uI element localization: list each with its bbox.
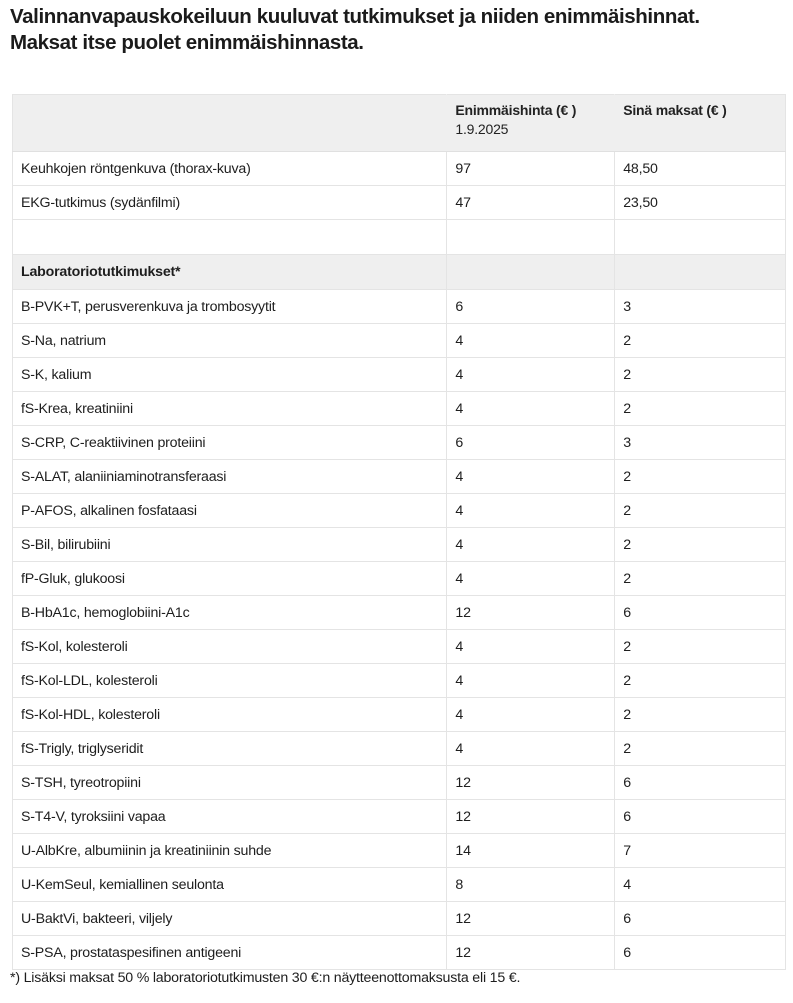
spacer-cell bbox=[13, 220, 447, 255]
max-price: 12 bbox=[447, 766, 615, 800]
test-name: S-ALAT, alaniiniaminotransferaasi bbox=[13, 460, 447, 494]
max-price: 4 bbox=[447, 392, 615, 426]
max-price-header-date: 1.9.2025 bbox=[455, 121, 509, 137]
you-pay: 2 bbox=[615, 732, 786, 766]
you-pay: 2 bbox=[615, 698, 786, 732]
test-name: Keuhkojen röntgenkuva (thorax-kuva) bbox=[13, 152, 447, 186]
spacer-row bbox=[13, 220, 786, 255]
table-row bbox=[13, 562, 786, 596]
table-row bbox=[13, 630, 786, 664]
test-name: S-CRP, C-reaktiivinen proteiini bbox=[13, 426, 447, 460]
max-price: 4 bbox=[447, 562, 615, 596]
max-price: 6 bbox=[447, 426, 615, 460]
test-name: U-BaktVi, bakteeri, viljely bbox=[13, 902, 447, 936]
test-name: fS-Kol, kolesteroli bbox=[13, 630, 447, 664]
test-name: fS-Trigly, triglyseridit bbox=[13, 732, 447, 766]
test-name: B-PVK+T, perusverenkuva ja trombosyytit bbox=[13, 290, 447, 324]
max-price: 12 bbox=[447, 596, 615, 630]
max-price: 4 bbox=[447, 528, 615, 562]
table-row bbox=[13, 698, 786, 732]
max-price: 4 bbox=[447, 324, 615, 358]
table-row bbox=[13, 936, 786, 970]
page-title-line-1: Valinnanvapauskokeiluun kuuluvat tutkimukset ja niiden enimmäishinnat. bbox=[10, 5, 700, 28]
table-row bbox=[13, 596, 786, 630]
table-row bbox=[13, 358, 786, 392]
you-pay: 23,50 bbox=[615, 186, 786, 220]
you-pay: 7 bbox=[615, 834, 786, 868]
max-price: 97 bbox=[447, 152, 615, 186]
you-pay: 2 bbox=[615, 664, 786, 698]
you-pay: 2 bbox=[615, 460, 786, 494]
table-row bbox=[13, 152, 786, 186]
you-pay: 2 bbox=[615, 630, 786, 664]
test-name: S-K, kalium bbox=[13, 358, 447, 392]
header-name-column bbox=[13, 95, 447, 152]
test-name: U-AlbKre, albumiinin ja kreatiniinin suhde bbox=[13, 834, 447, 868]
max-price: 12 bbox=[447, 800, 615, 834]
max-price: 4 bbox=[447, 494, 615, 528]
spacer-cell bbox=[615, 220, 786, 255]
header-you-pay-column bbox=[615, 95, 786, 152]
test-name: EKG-tutkimus (sydänfilmi) bbox=[13, 186, 447, 220]
test-name: S-T4-V, tyroksiini vapaa bbox=[13, 800, 447, 834]
you-pay: 3 bbox=[615, 290, 786, 324]
test-name: U-KemSeul, kemiallinen seulonta bbox=[13, 868, 447, 902]
table-row bbox=[13, 868, 786, 902]
table-row bbox=[13, 800, 786, 834]
you-pay-header-label: Sinä maksat (€ ) bbox=[623, 102, 727, 118]
table-row bbox=[13, 766, 786, 800]
test-name: fS-Krea, kreatiniini bbox=[13, 392, 447, 426]
test-name: B-HbA1c, hemoglobiini-A1c bbox=[13, 596, 447, 630]
table-row bbox=[13, 186, 786, 220]
max-price-header-label: Enimmäishinta (€ ) bbox=[455, 102, 577, 118]
you-pay: 2 bbox=[615, 358, 786, 392]
table-header-row bbox=[13, 95, 786, 152]
test-name: S-Na, natrium bbox=[13, 324, 447, 358]
you-pay: 6 bbox=[615, 936, 786, 970]
table-row bbox=[13, 494, 786, 528]
spacer-cell bbox=[447, 220, 615, 255]
table-row bbox=[13, 528, 786, 562]
page-title-line-2: Maksat itse puolet enimmäishinnasta. bbox=[10, 31, 364, 54]
table-row bbox=[13, 392, 786, 426]
section-fill-cell bbox=[447, 255, 615, 290]
you-pay: 6 bbox=[615, 902, 786, 936]
test-name: S-PSA, prostataspesifinen antigeeni bbox=[13, 936, 447, 970]
test-name: P-AFOS, alkalinen fosfataasi bbox=[13, 494, 447, 528]
max-price: 12 bbox=[447, 902, 615, 936]
you-pay: 3 bbox=[615, 426, 786, 460]
section-fill-cell bbox=[615, 255, 786, 290]
lab-section-title: Laboratoriotutkimukset* bbox=[13, 255, 447, 290]
you-pay: 2 bbox=[615, 392, 786, 426]
price-table bbox=[12, 94, 786, 970]
you-pay: 48,50 bbox=[615, 152, 786, 186]
table-row bbox=[13, 426, 786, 460]
you-pay: 2 bbox=[615, 562, 786, 596]
table-row bbox=[13, 324, 786, 358]
you-pay: 2 bbox=[615, 528, 786, 562]
test-name: S-Bil, bilirubiini bbox=[13, 528, 447, 562]
section-header-row bbox=[13, 255, 786, 290]
max-price: 4 bbox=[447, 664, 615, 698]
test-name: fS-Kol-LDL, kolesteroli bbox=[13, 664, 447, 698]
table-row bbox=[13, 460, 786, 494]
header-max-price-column bbox=[447, 95, 615, 152]
you-pay: 2 bbox=[615, 494, 786, 528]
max-price: 4 bbox=[447, 630, 615, 664]
max-price: 4 bbox=[447, 698, 615, 732]
table-row bbox=[13, 664, 786, 698]
max-price: 14 bbox=[447, 834, 615, 868]
max-price: 6 bbox=[447, 290, 615, 324]
test-name: fS-Kol-HDL, kolesteroli bbox=[13, 698, 447, 732]
test-name: S-TSH, tyreotropiini bbox=[13, 766, 447, 800]
max-price: 47 bbox=[447, 186, 615, 220]
you-pay: 4 bbox=[615, 868, 786, 902]
max-price: 8 bbox=[447, 868, 615, 902]
max-price: 4 bbox=[447, 732, 615, 766]
you-pay: 6 bbox=[615, 596, 786, 630]
you-pay: 6 bbox=[615, 800, 786, 834]
table-row bbox=[13, 902, 786, 936]
max-price: 4 bbox=[447, 460, 615, 494]
footnote: *) Lisäksi maksat 50 % laboratoriotutkimusten 30 €:n näytteenottomaksusta eli 15 €. bbox=[10, 970, 521, 986]
test-name: fP-Gluk, glukoosi bbox=[13, 562, 447, 596]
table-row bbox=[13, 290, 786, 324]
page-title bbox=[10, 4, 790, 56]
table-row bbox=[13, 834, 786, 868]
you-pay: 6 bbox=[615, 766, 786, 800]
max-price: 4 bbox=[447, 358, 615, 392]
you-pay: 2 bbox=[615, 324, 786, 358]
table-row bbox=[13, 732, 786, 766]
max-price: 12 bbox=[447, 936, 615, 970]
